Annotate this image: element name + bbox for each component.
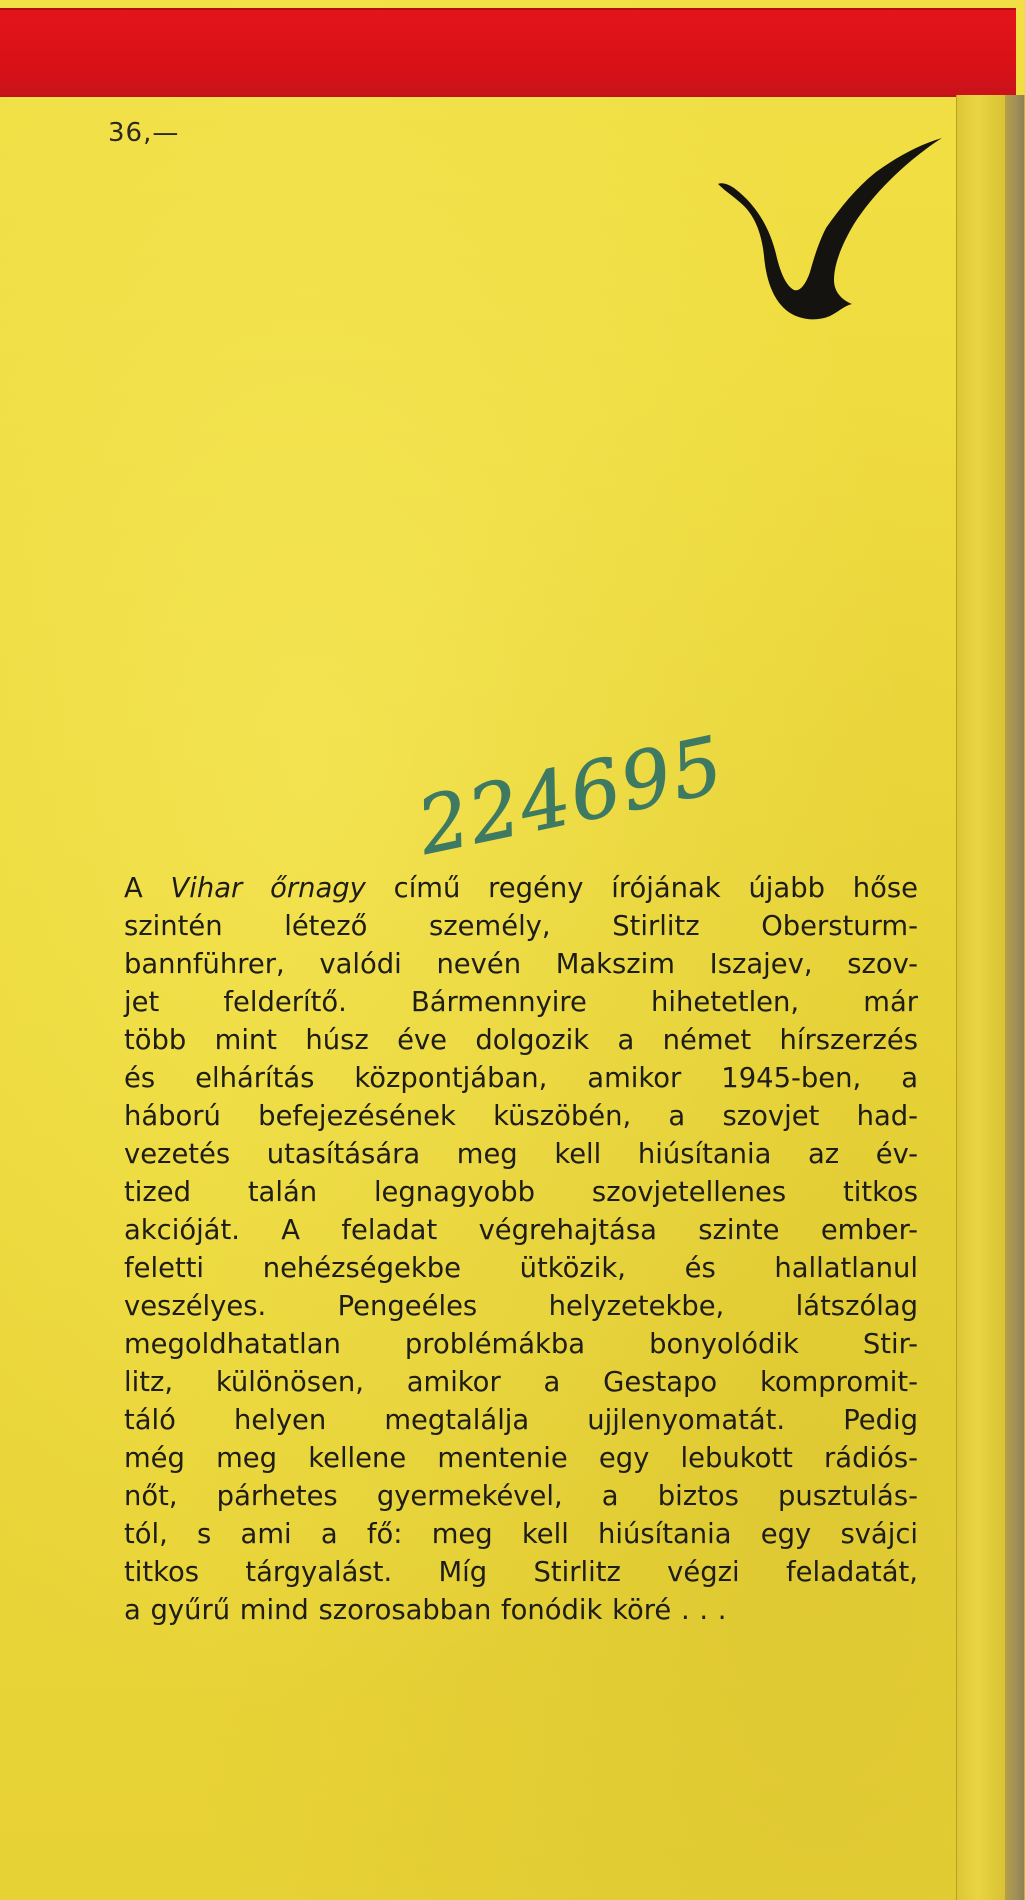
blurb-line: veszélyes. Pengeéles helyzetekbe, látszólag — [124, 1291, 918, 1322]
book-title-italic: Vihar őrnagy — [170, 873, 366, 904]
blurb-line-suffix: című regény írójának újabb hőse — [365, 873, 918, 904]
blurb-line: és elhárítás központjában, amikor 1945-ben, a — [124, 1063, 918, 1094]
handwritten-inventory-number — [410, 720, 733, 873]
blurb-line: táló helyen megtalálja ujjlenyomatát. Pedig — [124, 1405, 918, 1436]
red-top-band — [0, 8, 1016, 97]
blurb-line-prefix: A — [124, 873, 171, 904]
blurb-line: litz, különösen, amikor a Gestapo kompromit- — [124, 1367, 918, 1398]
blurb-line: titkos tárgyalást. Míg Stirlitz végzi feladatát, — [124, 1557, 918, 1588]
blurb-line: még meg kellene mentenie egy lebukott rádiós- — [124, 1443, 918, 1474]
blurb-line: a gyűrű mind szorosabban fonódik köré . . . — [124, 1595, 727, 1626]
blurb-line: tól, s ami a fő: meg kell hiúsítania egy svájci — [124, 1519, 918, 1550]
blurb-line: bannführer, valódi nevén Makszim Iszajev, szov- — [124, 949, 918, 980]
blurb-line — [124, 870, 918, 908]
svg-text:224695: 224695 — [410, 720, 733, 873]
blurb-line: szintén létező személy, Stirlitz Obersturm- — [124, 911, 918, 942]
blurb-line: akcióját. A feladat végrehajtása szinte ember- — [124, 1215, 918, 1246]
book-spine-shadow — [1005, 95, 1024, 1900]
blurb-line: vezetés utasítására meg kell hiúsítania az év- — [124, 1139, 918, 1170]
blurb-text — [124, 870, 918, 1630]
blurb-line: tized talán legnagyobb szovjetellenes titkos — [124, 1177, 918, 1208]
bird-silhouette-icon — [716, 132, 948, 324]
blurb-line: nőt, párhetes gyermekével, a biztos pusztulás- — [124, 1481, 918, 1512]
blurb-line: megoldhatatlan problémákba bonyolódik Stir- — [124, 1329, 918, 1360]
blurb-line: háború befejezésének küszöbén, a szovjet had- — [124, 1101, 918, 1132]
price-label: 36,— — [108, 118, 180, 148]
blurb-line: több mint húsz éve dolgozik a német hírszerzés — [124, 1025, 918, 1056]
blurb-line: jet felderítő. Bármennyire hihetetlen, már — [124, 987, 918, 1018]
blurb-line: feletti nehézségekbe ütközik, és hallatlanul — [124, 1253, 918, 1284]
